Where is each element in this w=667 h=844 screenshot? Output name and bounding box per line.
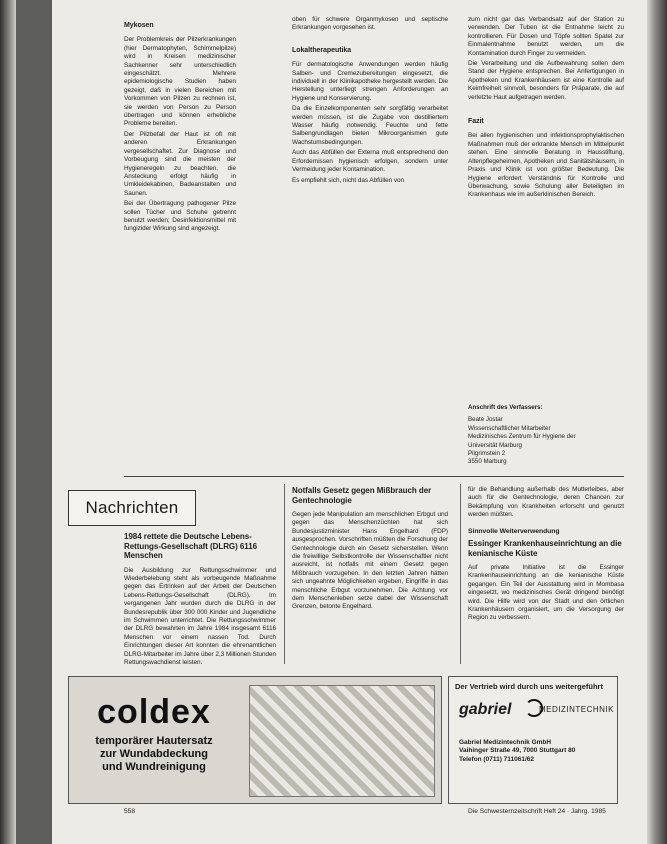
news-section-label: Nachrichten xyxy=(68,490,196,526)
news-text: Gegen jede Manipulation am menschlichen Erbgut und gegen das Menschenzüchten hat sich Bundesjustizminister Hans Engelhard (FDP) ausgesprochen. Vorschriften müßten die Forschung der Gentechnologie durch ein Gesetz sicherstellen. Wenn die freiwillige Selbstkontrolle der Wissenschaftler nicht ausreicht, ist notfalls mit einem Gesetz gegen Mißbrauch vorzugehen. In den letzten Jahren hätten sich ungeahnte Möglichkeiten ergeben, Eingriffe in das menschliche Erbgut vorzunehmen. Die Achtung vor dem Menschenleben setze dabei der Wissenschaft Grenzen, betonte Engelhard. xyxy=(292,511,448,611)
coldex-advertisement xyxy=(68,676,442,804)
tagline-line: und Wundreinigung xyxy=(102,761,206,773)
paragraph: Für dermatologische Anwendungen werden häufig Salben- und Cremezubereitungen eingesetzt, die individuell in der Klinikapotheke hergestellt werden. Die Herstellung unterliegt strengen Anforderungen an Hygiene und Konservierung. xyxy=(292,61,448,102)
section-heading-lokaltherapeutika: Lokaltherapeutika xyxy=(292,46,352,54)
paragraph: zum nicht gar das Verbandsatz auf der Station zu verwenden. Der Tuben ist die Entnahme leicht zu kontrollieren. Für Dosen und Töpfe sollten Spatel zur Einmalentnahme benutzt werden, um die Kontamination durch Finger zu vermeiden. xyxy=(468,16,624,57)
ad-title: Der Vertrieb wird durch uns weitergeführt xyxy=(455,682,603,691)
medizintechnik-label: MEDIZINTECHNIK xyxy=(539,705,614,714)
author-line: Beate Jostar xyxy=(468,416,503,424)
news-item-kenia xyxy=(468,486,624,625)
news-title: 1984 rettete die Deutsche Lebens-Rettungs-Gesellschaft (DLRG) 6116 Menschen xyxy=(124,532,258,560)
column-lokaltherapeutika xyxy=(292,16,448,187)
paragraph: Auch das Abfüllen der Externa muß entsprechend den Erfordernissen hygienisch erfolgen, sondern unter Vermeidung jeder Kontamination. xyxy=(292,149,448,174)
author-line: Pilgrimstein 2 xyxy=(468,450,506,458)
paragraph: Der Problemkreis der Pilzerkrankungen (hier Dermatophyten, Schimmelpilze) wird in Kreisen medizinischer Sachkenner sehr unterschiedlich eingeschätzt. Mehrere epidemiologische Studien haben gezeigt, daß in vielen Bereichen mit Vorkommen von Pilzen zu rechnen ist, sie werden von Person zu Person übertragen und können erhebliche Probleme bereiten. xyxy=(124,36,236,128)
paragraph: Der Pilzbefall der Haut ist oft mit anderen Erkrankungen vergesellschaftet. Zur Diagnose und Vorbeugung sind die meisten der Hygieneregeln zu beachten, die Ansteckung erfolgt häufig in Umkleidekabinen, Badeanstalten und Saunen. xyxy=(124,130,236,197)
gabriel-advertisement xyxy=(448,676,618,804)
coldex-tagline xyxy=(79,735,229,774)
section-heading-fazit: Fazit xyxy=(468,118,484,126)
paragraph: Bei der Übertragung pathogener Pilze sollen Tücher und Schuhe getrennt benutzt werden; Desinfektionsmittel mit fungizider Wirkung sind angezeigt. xyxy=(124,200,236,233)
book-spine xyxy=(0,0,16,844)
news-text: Die Ausbildung zur Rettungsschwimmer und Wiederbelebung steht als vorbeugende Maßnahme gegen das Ertrinken auf der Arbeit der Deutschen Lebens-Rettungs-Gesellschaft (DLRG). Im vergangenen Jahr wurden durch die DLRG in der Bundesrepublik über 300 000 Kinder und Jugendliche im Schwimmen unterrichtet. Die Rettungsschwimmer der DLRG bewahrten im Jahre 1984 insgesamt 6116 Menschen vor einem nassen Tod. Durch Einrichtungen dieser Art konnten die ehrenamtlichen DLRG-Mitarbeiter im Jahre über 2,3 Millionen Stunden Rettungswachdienst leisten. xyxy=(124,566,276,666)
paragraph: Es empfiehlt sich, nicht das Abfüllen von xyxy=(292,176,404,184)
gabriel-address xyxy=(459,739,575,764)
news-kicker: Sinnvolle Weiterverwendung xyxy=(468,527,560,535)
journal-footer: Die Schwesternzeitschrift Heft 24 · Jahrg. 1985 xyxy=(468,808,606,815)
news-title: Notfalls Gesetz gegen Mißbrauch der Gentechnologie xyxy=(292,486,432,505)
page-edge xyxy=(647,0,667,844)
address-line: Vaihinger Straße 49, 7000 Stuttgart 80 xyxy=(459,747,576,755)
product-photo xyxy=(249,685,435,797)
section-divider xyxy=(124,476,624,477)
gabriel-logo: gabriel xyxy=(459,701,512,718)
news-title: Essinger Krankenhauseinrichtung an die kenianische Küste xyxy=(468,539,622,558)
column-divider xyxy=(284,484,285,664)
coldex-logo: coldex xyxy=(97,693,211,731)
section-heading-mykosen: Mykosen xyxy=(124,22,154,29)
author-line: 3550 Marburg xyxy=(468,458,507,466)
author-address xyxy=(468,404,624,467)
column-divider xyxy=(460,484,461,664)
paragraph: Die Verarbeitung und die Aufbewahrung sollen dem Stand der Hygiene entsprechen. Bei Anfertigungen in Apotheken und Krankenhäusern ist eine Kontrolle auf Keimfreiheit sinnvoll, besonders für Präparate, die auf verletzte Haut aufgetragen werden. xyxy=(468,60,624,101)
news-item-dlrg xyxy=(124,532,276,669)
page-number: 558 xyxy=(124,808,136,815)
paragraph: Da die Einzelkomponenten sehr sorgfältig verarbeitet werden müssen, ist die Zugabe von destilliertem Wasser häufig notwendig. Feuchte und fette Salbengrundlagen bieten Mikroorganismen gute Wachstumsbedingungen. xyxy=(292,105,448,146)
news-text: Auf private Initiative ist die Essinger Krankenhauseinrichtung an die kenianische Küste gegangen. Ein Teil der Ausstattung wird in Mombasa eingesetzt, wo medizinisches Gerät dringend benötigt wird. Die Hilfe wird von der Stadt und den örtlichen Krankenhäusern organisiert, um die Versorgung der Region zu verbessern. xyxy=(468,564,624,622)
author-line: Medizinisches Zentrum für Hygiene der xyxy=(468,433,576,441)
address-line: Gabriel Medizintechnik GmbH xyxy=(459,739,552,746)
column-fazit xyxy=(468,16,624,202)
author-line: Wissenschaftlicher Mitarbeiter xyxy=(468,424,551,432)
paragraph: Bei allen hygienischen und infektionsprophylaktischen Maßnahmen muß der erkrankte Mensch im Mittelpunkt stehen. Eine sinnvolle Beratung in Hausstiftung, Altenpflegeheimen, Apotheken und Sanitätshäusern, in Praxis und Klinik ist von größter Bedeutung. Die Hygiene erfordert Verständnis für Kontrolle und Überwachung, sowie Schulung aller Beteiligten im Krankenhaus wie im außerklinischen Bereich. xyxy=(468,132,624,199)
column-mykosen xyxy=(124,22,236,236)
address-line: Telefon (0711) 711061/62 xyxy=(459,755,535,763)
news-text: für die Behandlung außerhalb des Mutterleibes, aber auch für die Gentechnologie, deren Chancen zur Bekämpfung von Krankheiten erforscht und genutzt werden müßten. xyxy=(468,486,624,519)
paragraph: oben für schwere Organmykosen und septische Erkrankungen vorgesehen ist. xyxy=(292,16,448,32)
author-label: Anschrift des Verfassers: xyxy=(468,404,543,411)
tagline-line: temporärer Hautersatz xyxy=(95,735,213,747)
tagline-line: zur Wundabdeckung xyxy=(100,748,208,760)
news-item-gentechnologie xyxy=(292,486,448,614)
author-line: Universität Marburg xyxy=(468,441,522,449)
